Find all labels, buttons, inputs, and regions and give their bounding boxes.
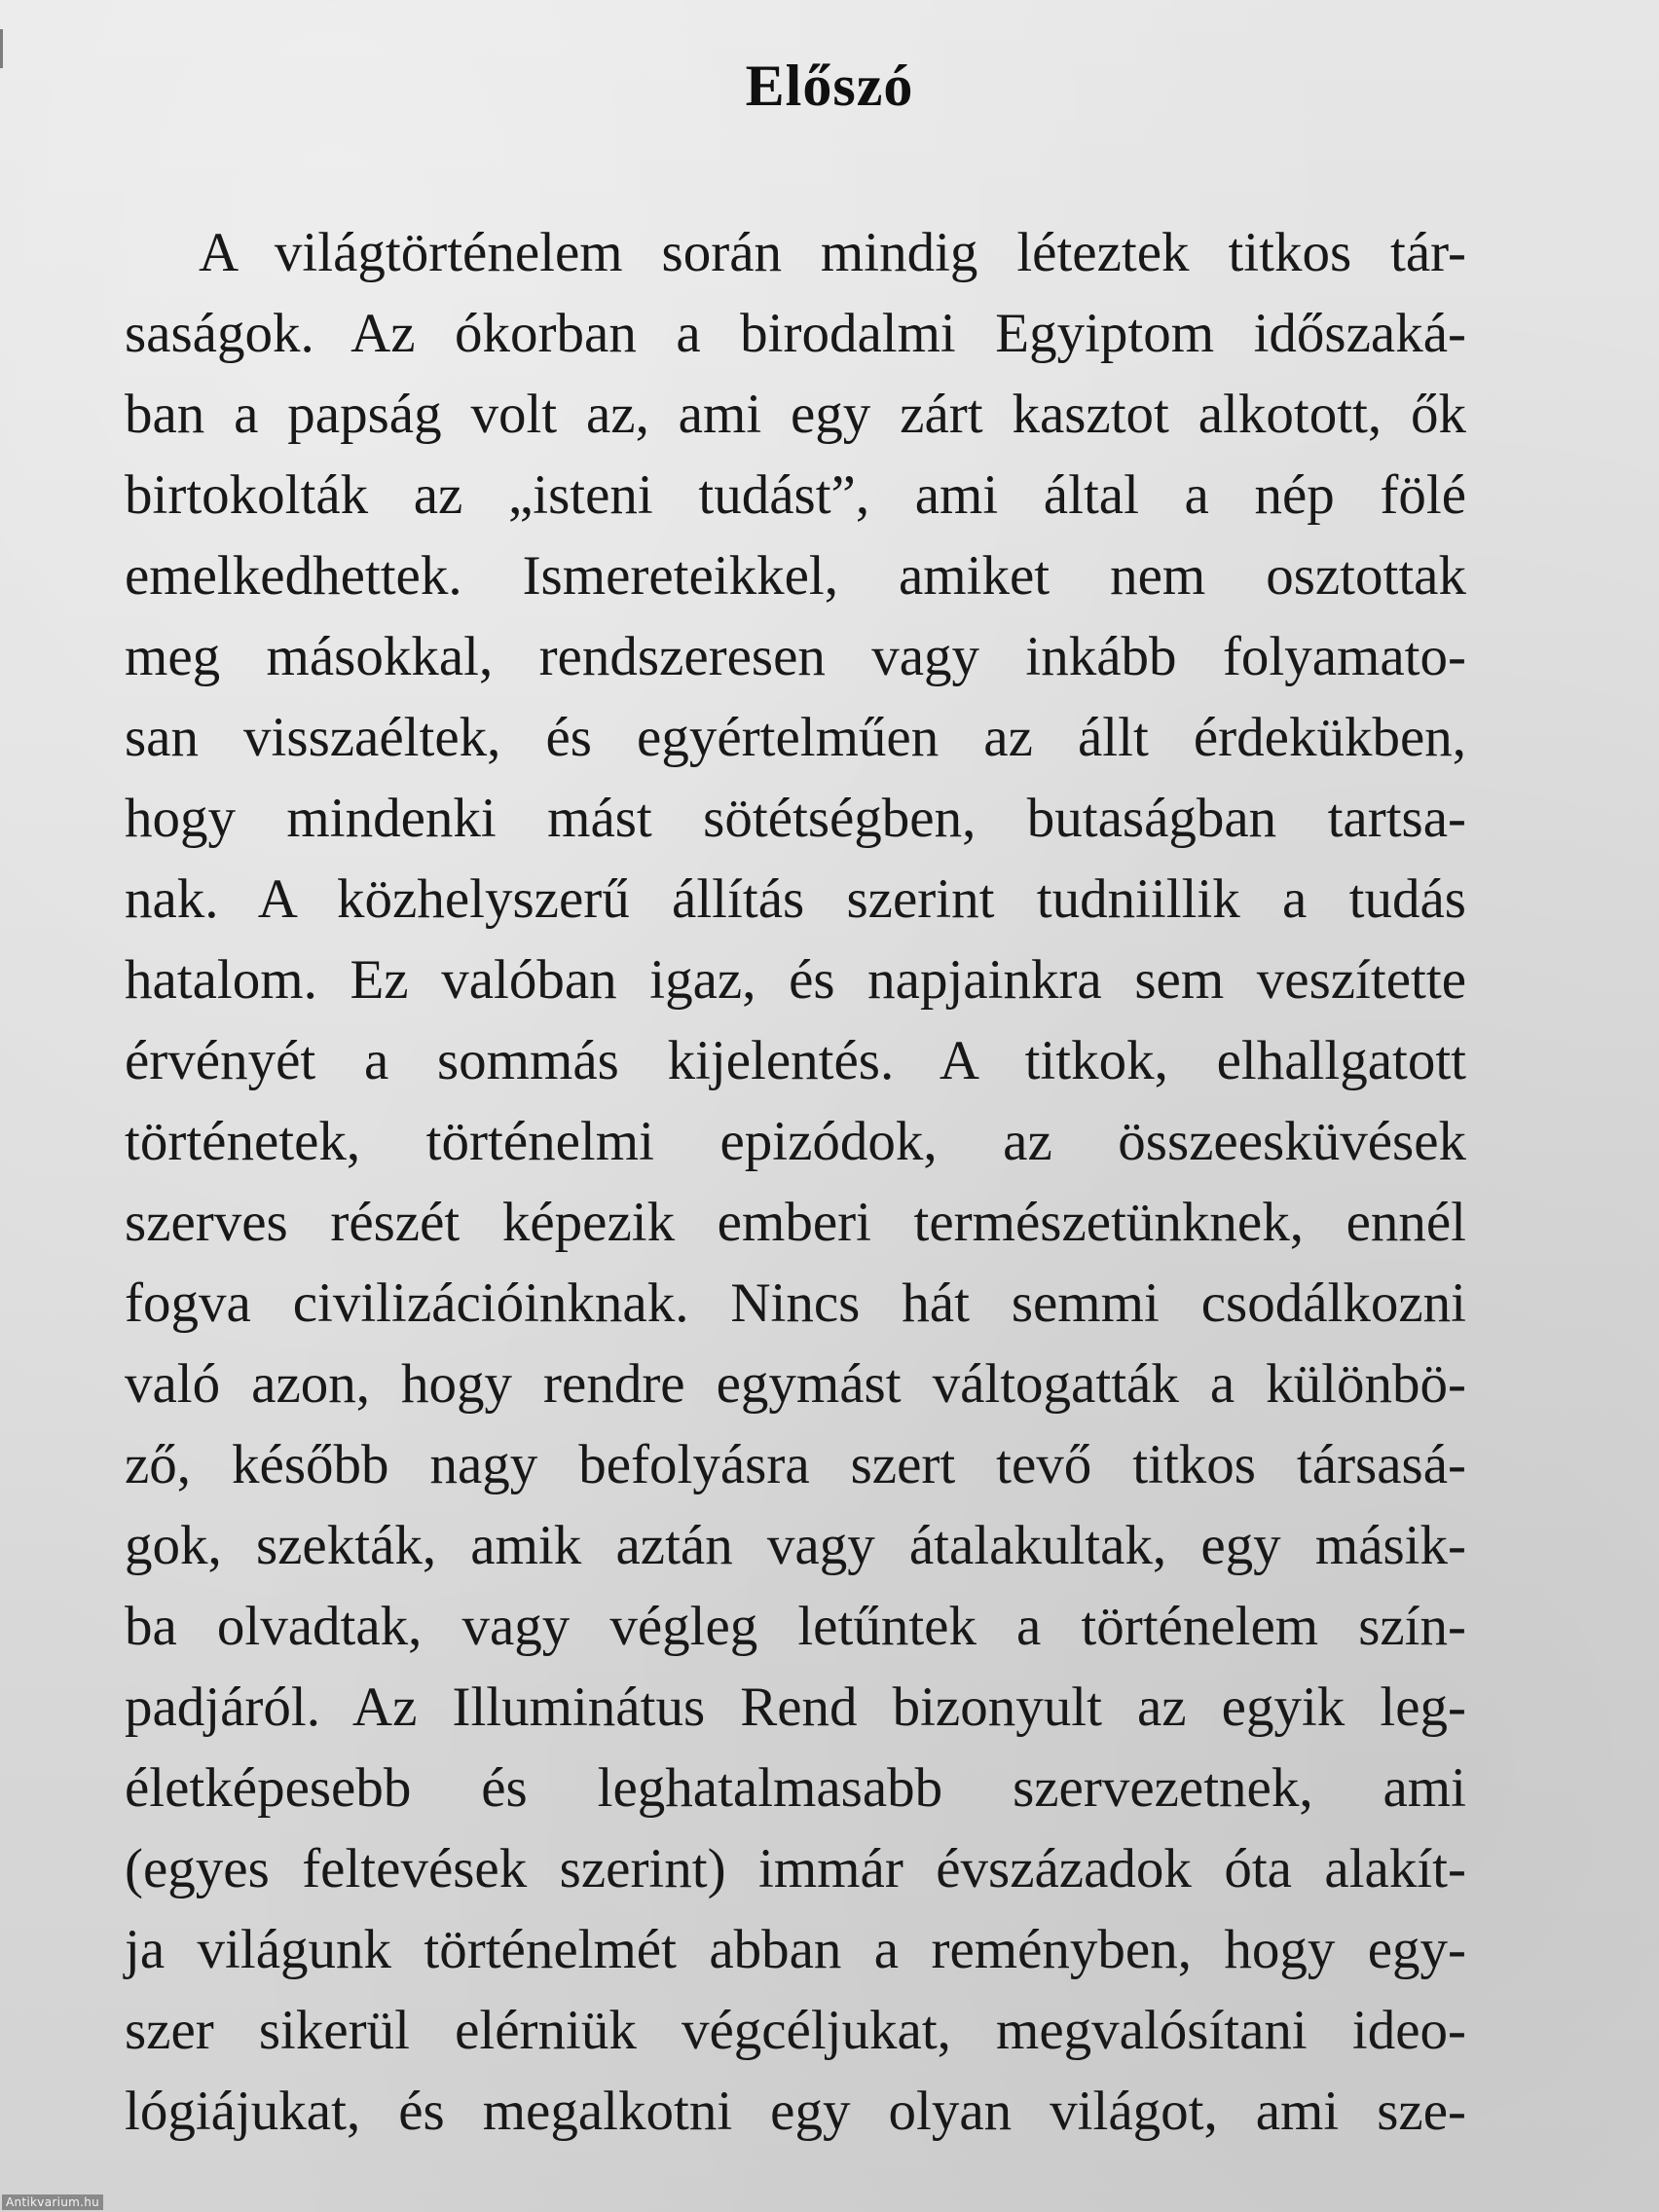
- text-line: (egyes feltevések szerint) immár évszázadok óta alakít-: [125, 1838, 1466, 1899]
- text-line: életképesebb és leghatalmasabb szervezetnek, ami: [125, 1757, 1466, 1819]
- text-line: A világtörténelem során mindig léteztek titkos tár-: [199, 222, 1466, 283]
- text-line: nak. A közhelyszerű állítás szerint tudniillik a tudás: [125, 868, 1466, 930]
- text-line: ban a papság volt az, ami egy zárt kasztot alkotott, ők: [125, 384, 1466, 445]
- text-line: meg másokkal, rendszeresen vagy inkább folyamato-: [125, 626, 1466, 687]
- text-line: emelkedhettek. Ismereteikkel, amiket nem osztottak: [125, 545, 1466, 607]
- text-line: szerves részét képezik emberi természetünknek, ennél: [125, 1192, 1466, 1253]
- text-line: hatalom. Ez valóban igaz, és napjainkra sem veszítette: [125, 949, 1466, 1011]
- text-line: birtokolták az „isteni tudást”, ami által a nép fölé: [125, 464, 1466, 526]
- text-line: való azon, hogy rendre egymást váltogatták a különbö-: [125, 1353, 1466, 1415]
- text-line: érvényét a sommás kijelentés. A titkok, elhallgatott: [125, 1030, 1466, 1091]
- text-line: ba olvadtak, vagy végleg letűntek a történelem szín-: [125, 1596, 1466, 1657]
- text-line: lógiájukat, és megalkotni egy olyan világot, ami sze-: [125, 2081, 1466, 2142]
- text-line: fogva civilizációinknak. Nincs hát semmi csodálkozni: [125, 1272, 1466, 1334]
- text-line: ja világunk történelmét abban a reményben, hogy egy-: [125, 1919, 1466, 1980]
- text-line: történetek, történelmi epizódok, az összeesküvések: [125, 1111, 1466, 1172]
- text-line: hogy mindenki mást sötétségben, butaságban tartsa-: [125, 788, 1466, 849]
- page-title: Előszó: [745, 54, 914, 118]
- text-line: padjáról. Az Illuminátus Rend bizonyult az egyik leg-: [125, 1677, 1466, 1738]
- text-line: san visszaéltek, és egyértelműen az állt érdekükben,: [125, 707, 1466, 768]
- watermark: Antikvarium.hu: [2, 2194, 103, 2210]
- text-line: gok, szekták, amik aztán vagy átalakultak, egy másik-: [125, 1515, 1466, 1576]
- text-line: saságok. Az ókorban a birodalmi Egyiptom időszaká-: [125, 303, 1466, 364]
- text-line: ző, később nagy befolyásra szert tevő titkos társasá-: [125, 1434, 1466, 1495]
- text-line: szer sikerül elérniük végcéljukat, megvalósítani ideo-: [125, 2000, 1466, 2061]
- body-text: [125, 212, 1466, 2152]
